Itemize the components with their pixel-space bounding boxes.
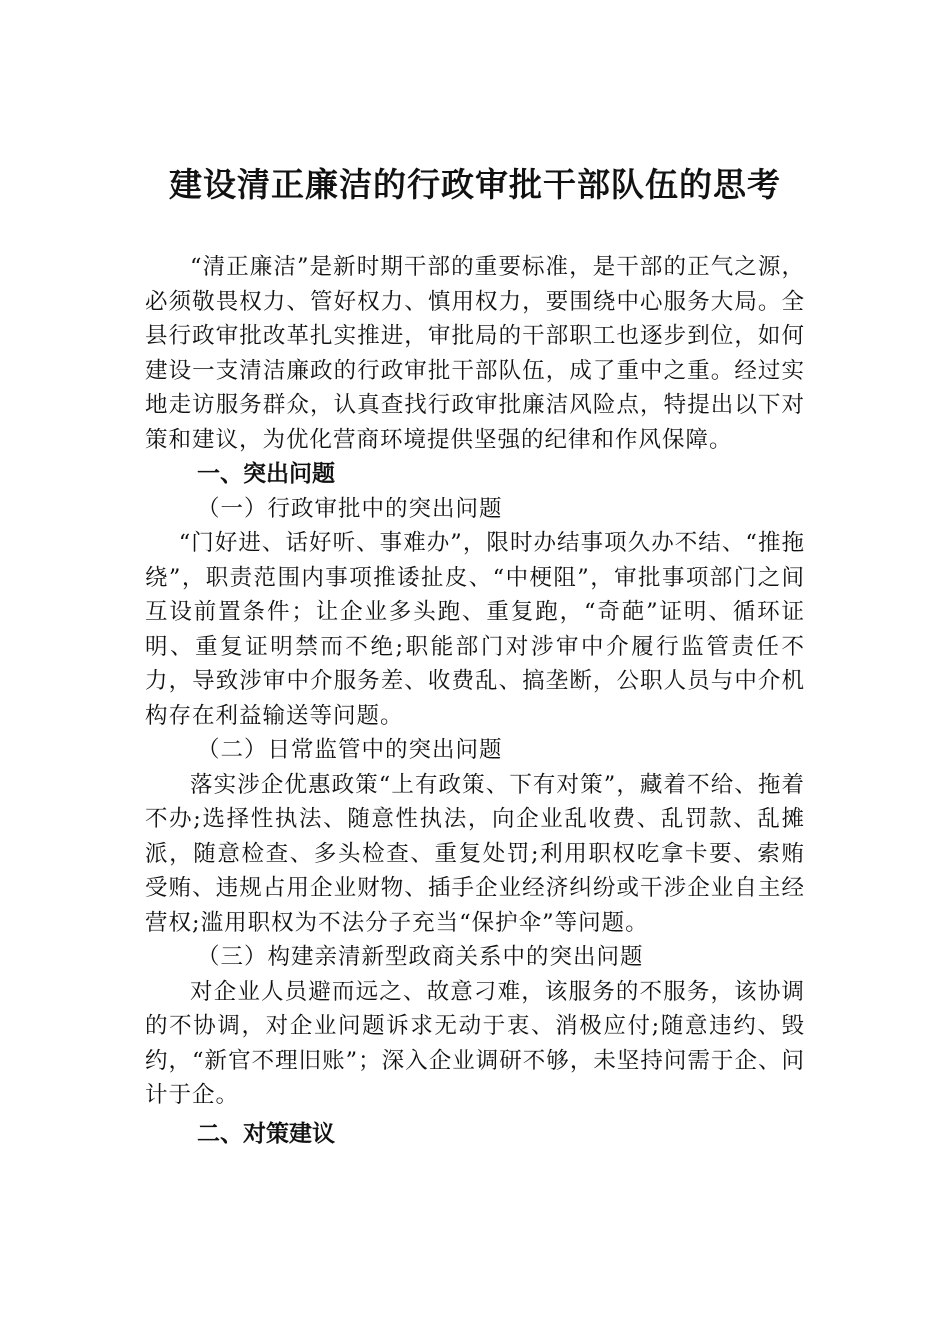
- intro-paragraph: “清正廉洁”是新时期干部的重要标准，是干部的正气之源，必须敬畏权力、管好权力、慎用权力，要围绕中心服务大局。全县行政审批改革扎实推进，审批局的干部职工也逐步到位，如何建设一支清洁廉政的行政审批干部队伍，成了重中之重。经过实地走访服务群众，认真查找行政审批廉洁风险点，特提出以下对策和建议，为优化营商环境提供坚强的纪律和作风保障。: [145, 254, 805, 453]
- subsection-heading-2: （二）日常监管中的突出问题: [197, 737, 503, 763]
- subsection-heading-1: （一）行政审批中的突出问题: [197, 495, 503, 522]
- subsection-paragraph-3: 对企业人员避而远之、故意刁难，该服务的不服务，该协调的不协调，对企业问题诉求无动于衷、消极应付;随意违约、毁约，“新官不理旧账”；深入企业调研不够，未坚持问需于企、问计于企。: [145, 978, 805, 1108]
- document-title: 建设清正廉洁的行政审批干部队伍的思考: [169, 165, 781, 204]
- document-page: [145, 150, 805, 1151]
- section-heading-1: 一、突出问题: [197, 461, 335, 487]
- subsection-paragraph-2: 落实涉企优惠政策“上有政策、下有对策”，藏着不给、拖着不办;选择性执法、随意性执法，向企业乱收费、乱罚款、乱摊派，随意检查、多头检查、重复处罚;利用职权吃拿卡要、索贿受贿、违规占用企业财物、插手企业经济纠纷或干涉企业自主经营权;滥用职权为不法分子充当“保护伞”等问题。: [145, 771, 805, 936]
- subsection-heading-3: （三）构建亲清新型政商关系中的突出问题: [197, 944, 644, 970]
- subsection-paragraph-1: “门好进、话好听、事难办”，限时办结事项久办不结、“推拖绕”，职责范围内事项推诿扯皮、“中梗阻”，审批事项部门之间互设前置条件；让企业多头跑、重复跑，“奇葩”证明、循环证明、重复证明禁而不绝;职能部门对涉审中介履行监管责任不力，导致涉审中介服务差、收费乱、搞垄断，公职人员与中介机构存在利益输送等问题。: [145, 530, 805, 729]
- section-heading-2: 二、对策建议: [197, 1120, 335, 1147]
